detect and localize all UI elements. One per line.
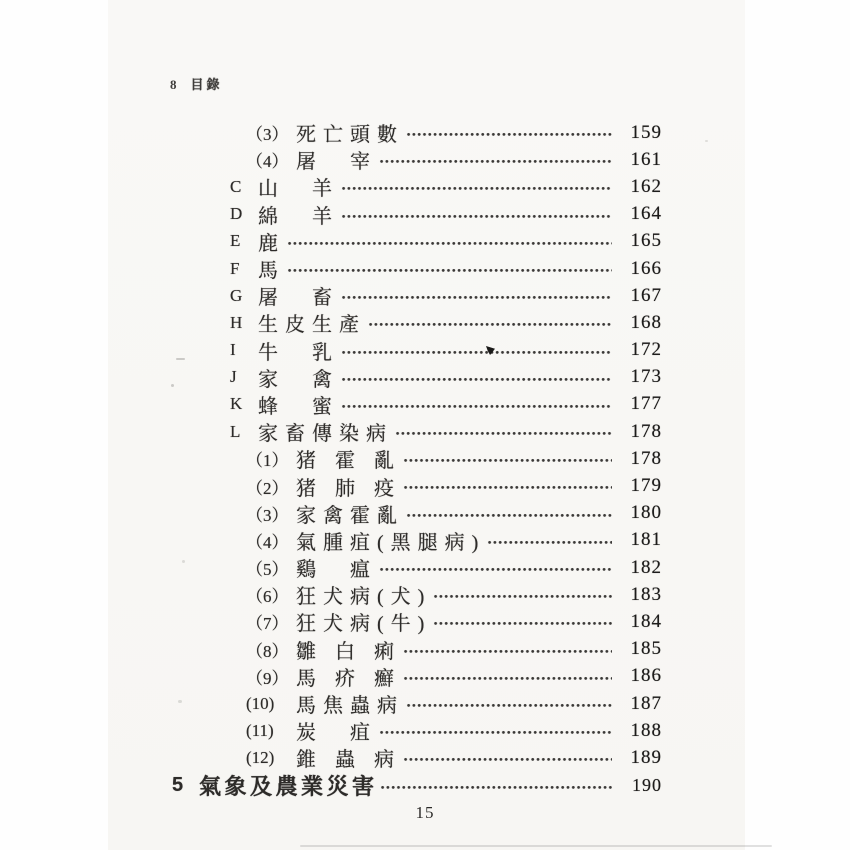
leader-dots [403,636,612,663]
leader-dots [341,282,612,309]
toc-entry-marker: K [230,394,243,414]
toc-entry-page-number: 159 [630,121,662,143]
toc-entry [170,173,662,200]
toc-entry-title: 屠 畜 [258,287,339,310]
leader-dots [433,608,612,635]
leader-dots [287,228,612,255]
leader-dots [341,337,612,364]
toc-entry-marker: 5 [172,773,184,796]
toc-entry-marker: D [230,204,243,224]
leader-dots [403,472,612,499]
toc-entry-page-number: 183 [630,583,662,605]
toc-entry-title: 狂犬病(牛) [296,613,432,636]
toc-entry-title: 鷄 瘟 [296,559,377,582]
toc-entry [170,500,662,527]
toc-entry-marker: (10) [246,693,275,713]
toc-entry-page-number: 173 [630,366,662,388]
toc-entry [170,418,662,445]
toc-entry-page-number: 162 [630,175,662,197]
leader-dots [341,201,612,228]
toc-entry-marker: （7） [246,614,289,634]
toc-entry-marker: J [230,367,237,387]
toc-entry-page-number: 190 [632,774,662,795]
leader-dots [368,309,612,336]
toc-entry-title: 屠 宰 [296,151,377,174]
toc-entry [170,472,662,499]
scanner-margin-left [0,0,108,850]
leader-dots [341,173,612,200]
toc-entry [170,554,662,581]
toc-entry [170,608,662,635]
toc-entry-marker: （4） [246,532,289,552]
scan-speck [705,140,708,142]
toc-entry-page-number: 182 [630,556,662,578]
toc-entry-title: 炭 疽 [296,722,377,745]
toc-entry-title: 馬 [258,260,285,283]
toc-entry-page-number: 178 [630,447,662,469]
leader-dots [406,690,612,717]
toc-entry-marker: H [230,312,243,332]
toc-entry-page-number: 181 [630,529,662,551]
leader-dots [341,391,612,418]
toc-entry-page-number: 185 [630,638,662,660]
toc-entry-title: 生皮生產 [258,314,366,337]
toc-entry-page-number: 164 [630,203,662,225]
toc-entry [170,228,662,255]
toc-entry-title: 氣腫疽(黑腿病) [296,531,486,554]
toc-entry-title: 猪 霍 亂 [296,450,401,473]
toc-entry-marker: E [230,231,241,251]
toc-entry-marker: （8） [246,641,289,661]
toc-entry [170,309,662,336]
toc-entry-title: 綿 羊 [258,205,339,228]
toc-entry [170,391,662,418]
toc-entry-page-number: 165 [630,230,662,252]
toc-entry-page-number: 178 [630,420,662,442]
toc-entry-marker: （3） [246,125,289,145]
toc-entry [170,690,662,717]
toc-entry-page-number: 166 [630,257,662,279]
toc-entry [170,364,662,391]
toc-entry-title: 雛 白 痢 [296,640,401,663]
leader-dots [403,663,612,690]
toc-entry-marker: F [230,258,240,278]
scan-speck [178,700,182,703]
leader-dots [287,255,612,282]
leader-dots [380,772,612,799]
scanner-edge-line [300,845,772,847]
toc-entry-marker: （9） [246,668,289,688]
toc-entry-page-number: 180 [630,502,662,524]
toc-entry-page-number: 161 [630,148,662,170]
toc-entry-page-number: 177 [630,393,662,415]
toc-entry-marker: (11) [246,720,274,740]
running-head-folio: 8 [170,77,177,92]
toc-entry-title: 家 禽 [258,368,339,391]
toc-entry-title: 家畜傳染病 [258,423,393,446]
toc-entry-page-number: 168 [630,311,662,333]
toc-entry [170,772,662,799]
toc-entry [170,119,662,146]
toc-entry-marker: I [230,340,236,360]
toc-entry-page-number: 179 [630,475,662,497]
toc-entry-title: 猪 肺 疫 [296,477,401,500]
toc-entry-marker: G [230,285,243,305]
leader-dots [406,119,612,146]
toc-entry-title: 山 羊 [258,178,339,201]
toc-entry-marker: C [230,176,242,196]
toc-entry [170,636,662,663]
toc-entry-title: 馬 疥 癬 [296,667,401,690]
toc-entry-marker: （6） [246,587,289,607]
scan-speck [182,560,185,563]
toc-entry-title: 馬焦蟲病 [296,695,404,718]
toc-entry-page-number: 172 [630,339,662,361]
toc-entry-marker: (12) [246,747,275,767]
toc-entry-marker: （4） [246,152,289,172]
running-head-title: 目錄 [190,77,223,92]
toc-entry-page-number: 167 [630,284,662,306]
toc-entry-title: 蜂 蜜 [258,395,339,418]
leader-dots [487,527,612,554]
toc-entry [170,282,662,309]
toc-entry-title: 錐 蟲 病 [296,749,401,772]
toc-entry-title: 牛 乳 [258,341,339,364]
leader-dots [341,364,612,391]
toc-entry-title: 狂犬病(犬) [296,586,432,609]
running-head [170,74,223,93]
table-of-contents [170,119,662,799]
scanner-margin-right [745,0,850,850]
scan-speck [176,358,185,360]
toc-entry [170,201,662,228]
toc-entry-marker: L [230,421,241,441]
toc-entry-page-number: 184 [630,610,662,632]
leader-dots [379,717,612,744]
toc-entry-marker: （5） [246,560,289,580]
leader-dots [403,445,612,472]
toc-entry-page-number: 189 [630,746,662,768]
toc-entry-page-number: 186 [630,665,662,687]
leader-dots [379,146,612,173]
toc-entry [170,581,662,608]
toc-entry [170,255,662,282]
leader-dots [395,418,612,445]
toc-entry-title: 鹿 [258,232,285,255]
toc-entry [170,146,662,173]
leader-dots [433,581,612,608]
toc-entry-page-number: 187 [630,692,662,714]
leader-dots [379,554,612,581]
toc-entry-marker: （2） [246,478,289,498]
footer-page-number: 15 [415,803,435,822]
toc-entry [170,527,662,554]
toc-entry-page-number: 188 [630,719,662,741]
toc-entry [170,663,662,690]
toc-entry [170,337,662,364]
toc-entry-title: 家禽霍亂 [296,504,404,527]
toc-entry [170,717,662,744]
toc-entry-title: 氣象及農業災害 [199,773,378,799]
toc-entry-marker: （3） [246,505,289,525]
toc-entry-marker: （1） [246,451,289,471]
scan-speck [171,384,174,387]
toc-entry [170,744,662,771]
leader-dots [403,744,612,771]
toc-entry [170,445,662,472]
leader-dots [406,500,612,527]
toc-entry-title: 死亡頭數 [296,124,404,147]
